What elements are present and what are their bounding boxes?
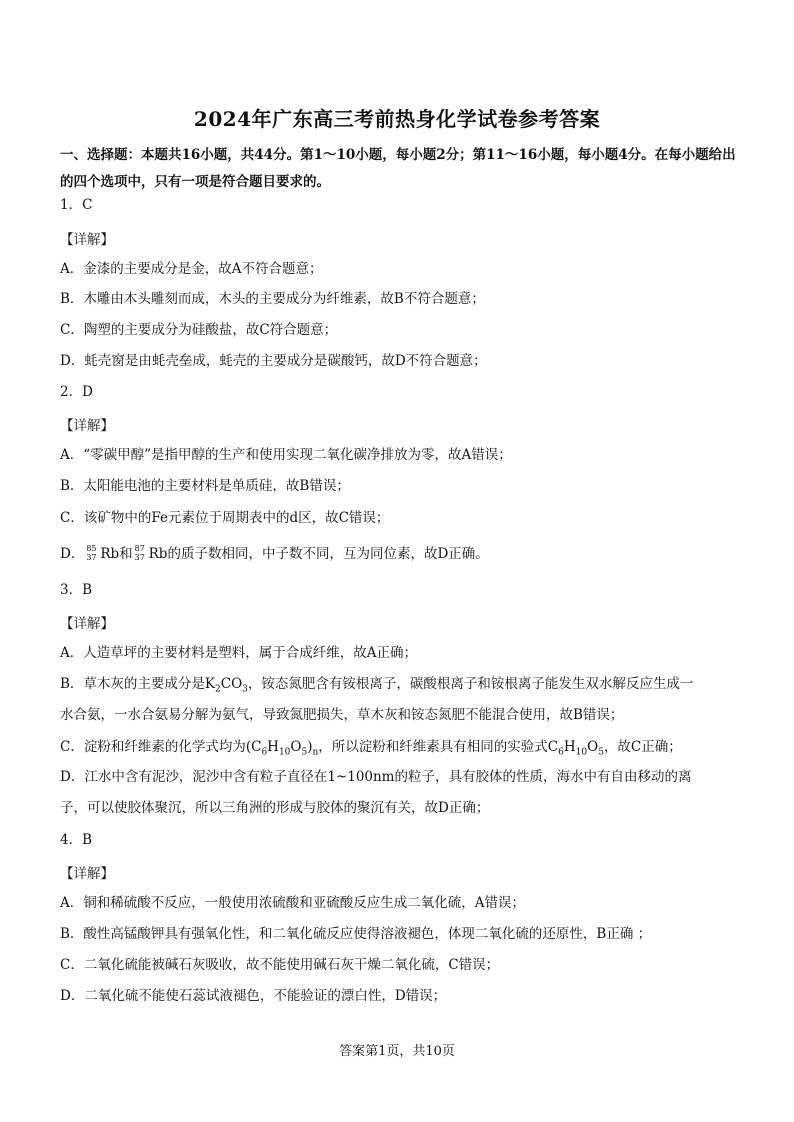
q1-answer: 1．C	[60, 197, 93, 213]
q1-option-c: C．陶塑的主要成分为硅酸盐，故C符合题意；	[60, 322, 338, 338]
q3-answer: 3．B	[60, 582, 93, 598]
section-header: 一、选择题：本题共16小题，共44分。第1～10小题，每小题2分；第11～16小题，每小题4分。在每小题给出的四个选项中，只有一项是符合题目要求的。	[60, 147, 736, 190]
q3-detail-label: 【详解】	[60, 616, 114, 632]
q1-option-b: B．木雕由木头雕刻而成，木头的主要成分为纤维素，故B不符合题意；	[60, 291, 485, 307]
q1-option-d: D．蚝壳窗是由蚝壳垒成，蚝壳的主要成分是碳酸钙，故D不符合题意；	[60, 353, 487, 369]
q3-option-b-line1: B．草木灰的主要成分是$K_2CO_3$，铵态氮肥含有铵根离子，碳酸根离子和铵根离子能发生双水解反应生成一	[60, 676, 694, 695]
q4-detail-label: 【详解】	[60, 866, 114, 882]
q1-detail-label: 【详解】	[60, 232, 114, 248]
q4-option-c: C．二氧化硫能被碱石灰吸收，故不能使用碱石灰干燥二氧化硫，C错误；	[60, 957, 500, 973]
q4-option-b: B．酸性高锰酸钾具有强氧化性，和二氧化硫反应使得溶液褪色，体现二氧化硫的还原性，B正确 ；	[60, 926, 652, 942]
q2-option-a: A．“零碳甲醇”是指甲醇的生产和使用实现二氧化碳净排放为零，故A错误；	[60, 447, 512, 463]
q2-option-d: D． 85 37 Rb和 87 37 Rb的质子数相同，中子数不同，互为同位素，故D正确。	[60, 544, 489, 562]
q3-option-c: C．淀粉和纤维素的化学式均为$(C_6H_{10}O_5)_n$，所以淀粉和纤维素具有相同的实验式$C_6H_{10}O_5$，故C正确；	[60, 739, 682, 758]
q3-option-a: A．人造草坪的主要材料是塑料，属于合成纤维，故A正确；	[60, 645, 417, 661]
rb85-isotope-notation: 85 37	[86, 544, 97, 562]
q3-option-d-line2: 子，可以使胶体聚沉，所以三角洲的形成与胶体的聚沉有关，故D正确；	[60, 800, 490, 816]
q3-option-b-line2: 水合氨，一水合氨易分解为氨气，导致氮肥损失，草木灰和铵态氮肥不能混合使用，故B错误；	[60, 707, 624, 723]
q4-answer: 4．B	[60, 832, 93, 848]
q4-option-d: D．二氧化硫不能使石蕊试液褪色，不能验证的漂白性，D错误；	[60, 988, 447, 1004]
q2-answer: 2．D	[60, 384, 93, 400]
q2-option-c: C．该矿物中的Fe元素位于周期表中的d区，故C错误；	[60, 510, 390, 526]
q4-option-a: A．铜和稀硫酸不反应，一般使用浓硫酸和亚硫酸反应生成二氧化硫，A错误；	[60, 895, 525, 911]
q3-option-d-line1: D．江水中含有泥沙，泥沙中含有粒子直径在1~100nm的粒子，具有胶体的性质，海水中有自由移动的离	[60, 769, 692, 785]
q1-option-a: A．金漆的主要成分是金，故A不符合题意；	[60, 261, 323, 277]
page-footer: 答案第1页，共10页	[339, 1044, 455, 1059]
page-title: 2024年广东高三考前热身化学试卷参考答案	[193, 107, 601, 131]
rb87-isotope-notation: 87 37	[134, 544, 145, 562]
q2-detail-label: 【详解】	[60, 418, 114, 434]
q2-option-b: B．太阳能电池的主要材料是单质硅，故B错误；	[60, 478, 350, 494]
